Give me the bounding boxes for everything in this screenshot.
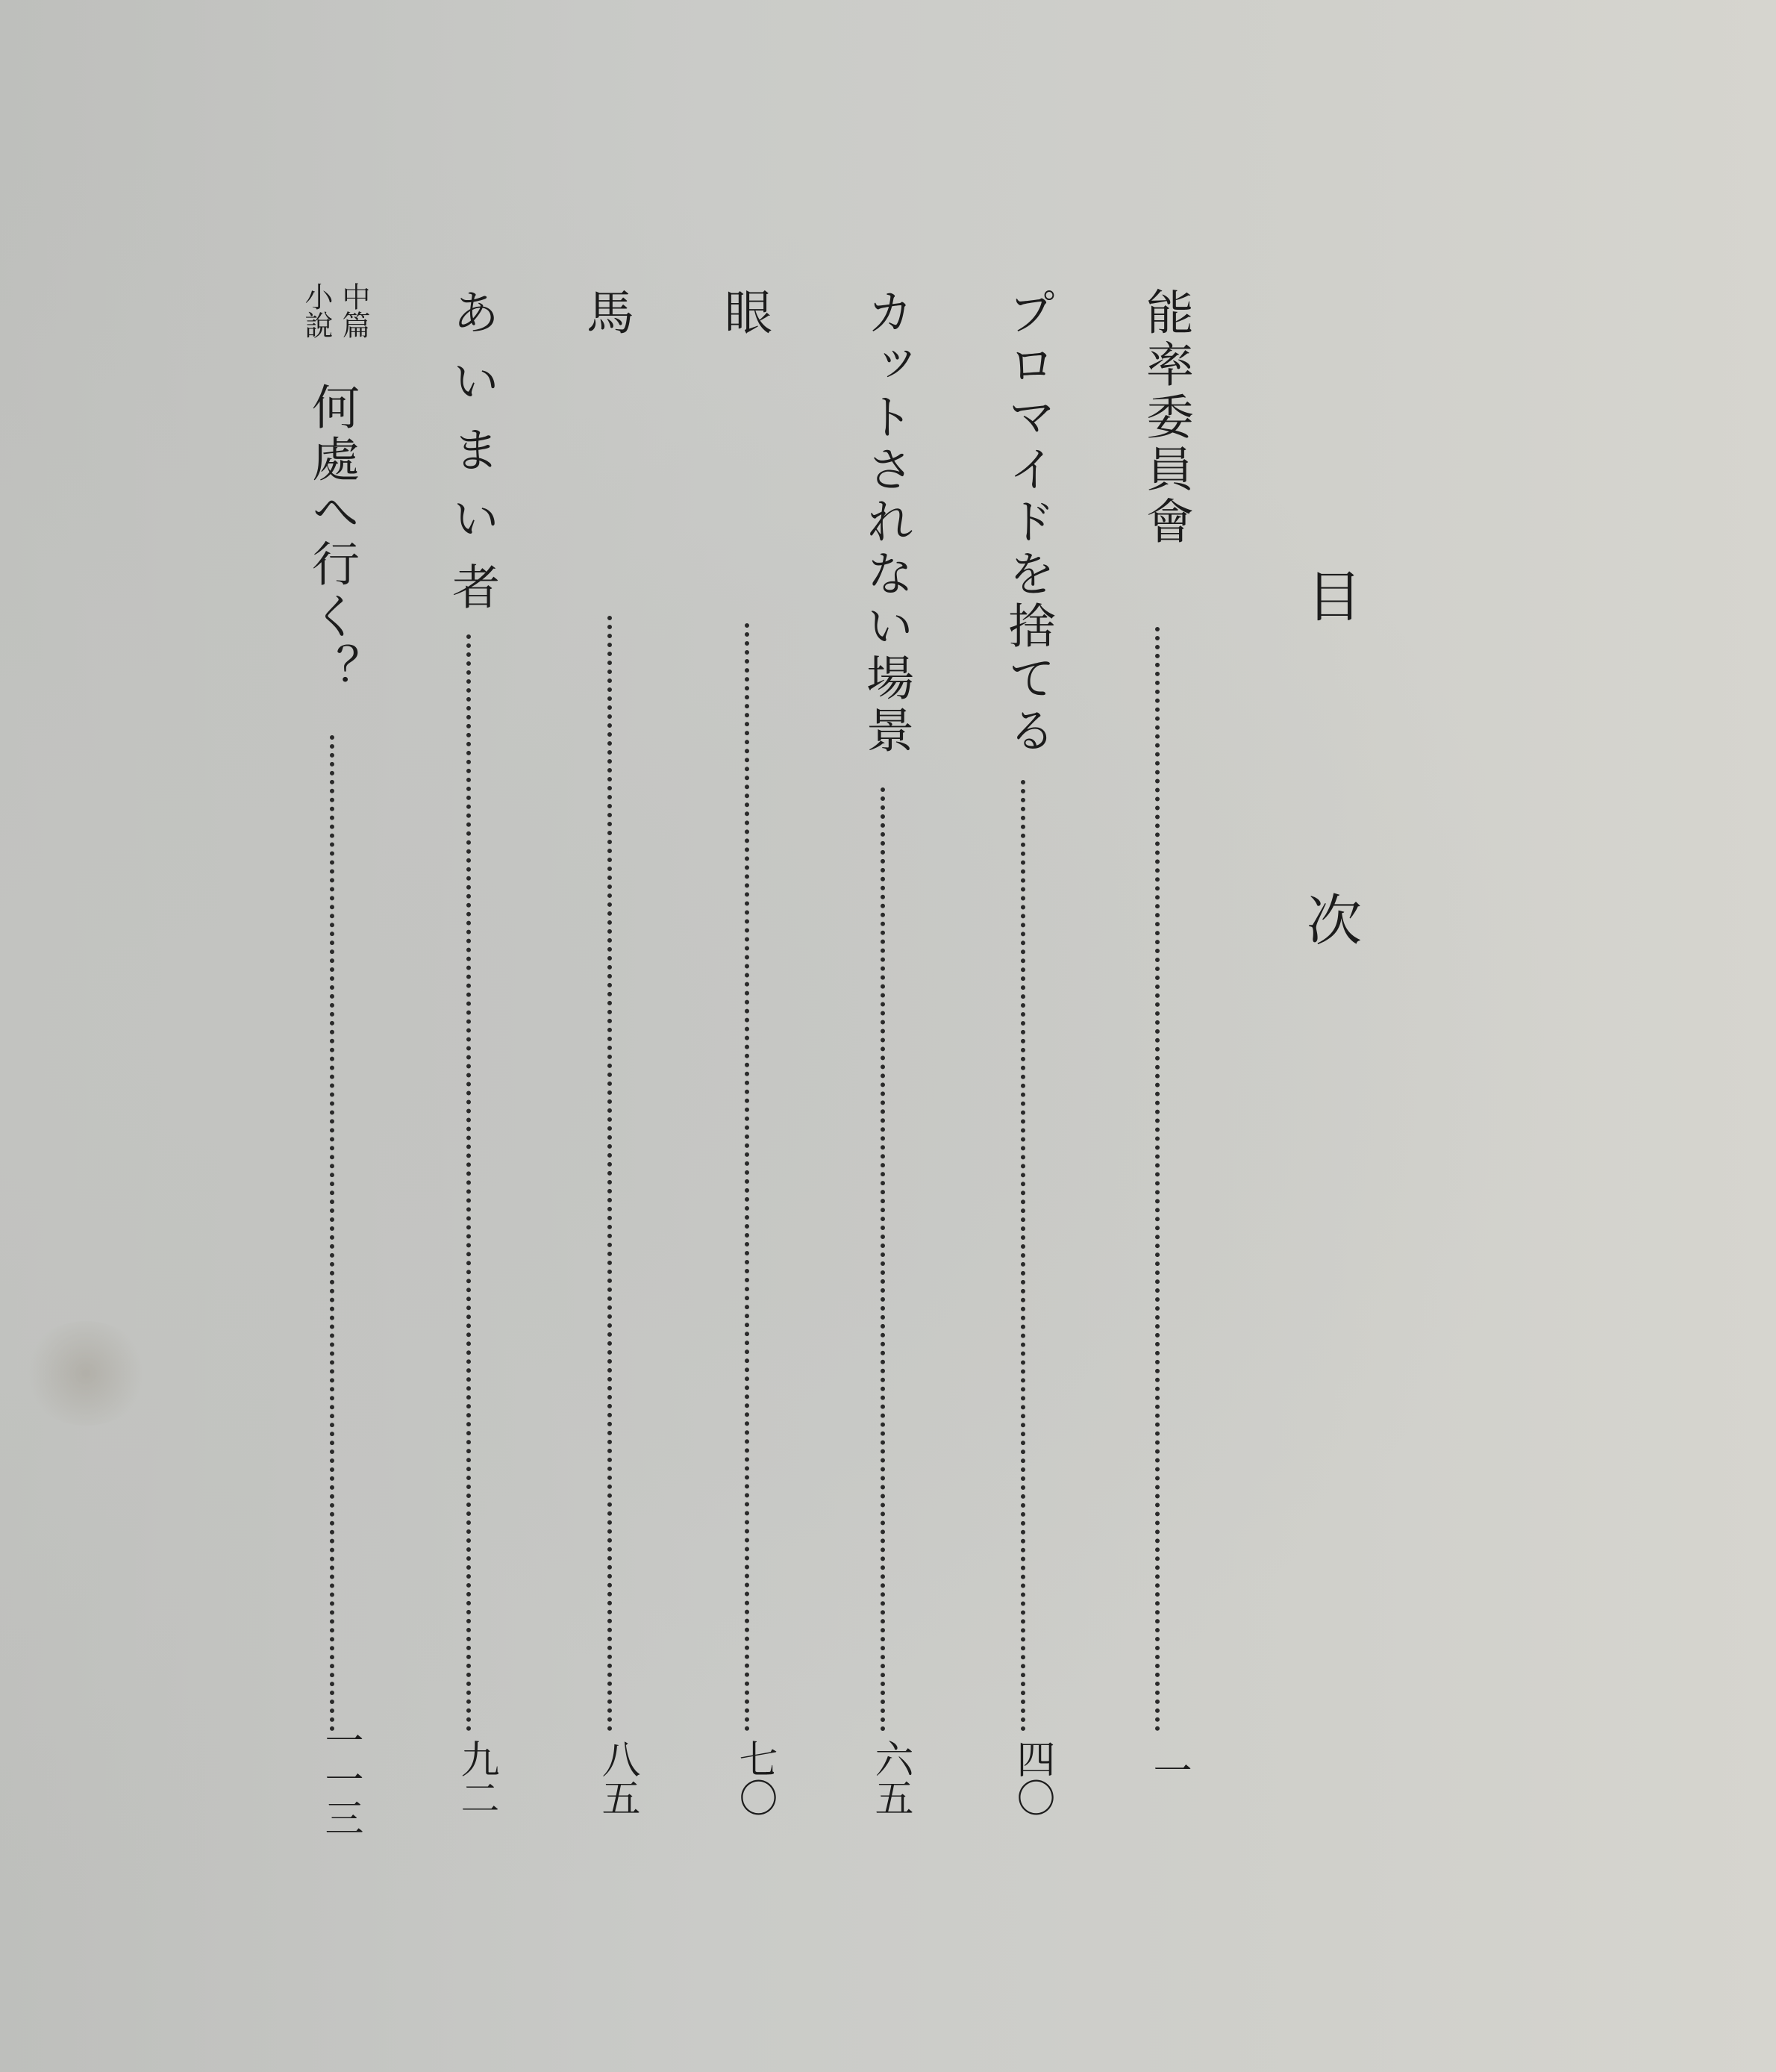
toc-leader-3 [881, 787, 885, 1732]
toc-entry-prefix-top-7: 中篇 [337, 282, 370, 339]
toc-leader-2 [1021, 780, 1025, 1732]
toc-leader-1 [1155, 627, 1160, 1732]
toc-page-3: 六五 [868, 1739, 913, 1817]
toc-page-6: 九二 [454, 1739, 498, 1817]
toc-entry-title-1: 能率委員會 [1138, 287, 1193, 549]
toc-page-2: 四〇 [1010, 1739, 1054, 1817]
toc-entry-title-2: プロマイドを捨てる [1000, 287, 1055, 758]
toc-page-7: 一一三 [318, 1720, 363, 1837]
toc-leader-7 [330, 735, 334, 1732]
toc-leader-4 [745, 623, 749, 1732]
toc-page-4: 七〇 [732, 1739, 777, 1817]
toc-leader-5 [607, 616, 612, 1732]
toc-page-5: 八五 [595, 1739, 640, 1817]
toc-entry-title-7: 何處へ行く？ [304, 382, 359, 696]
toc-entry-title-3: カットされない場景 [858, 287, 913, 758]
toc-page-1: 一 [1146, 1750, 1191, 1789]
toc-entry-title-6: あいまい者 [444, 287, 499, 631]
toc-leader-6 [466, 634, 471, 1732]
page-title: 目次 [1298, 567, 1362, 1215]
toc-entry-prefix-bottom-7: 小說 [300, 282, 333, 339]
toc-entry-title-4: 眼 [716, 287, 772, 340]
toc-entry-title-5: 馬 [578, 287, 634, 340]
paper-stain [22, 1321, 149, 1426]
